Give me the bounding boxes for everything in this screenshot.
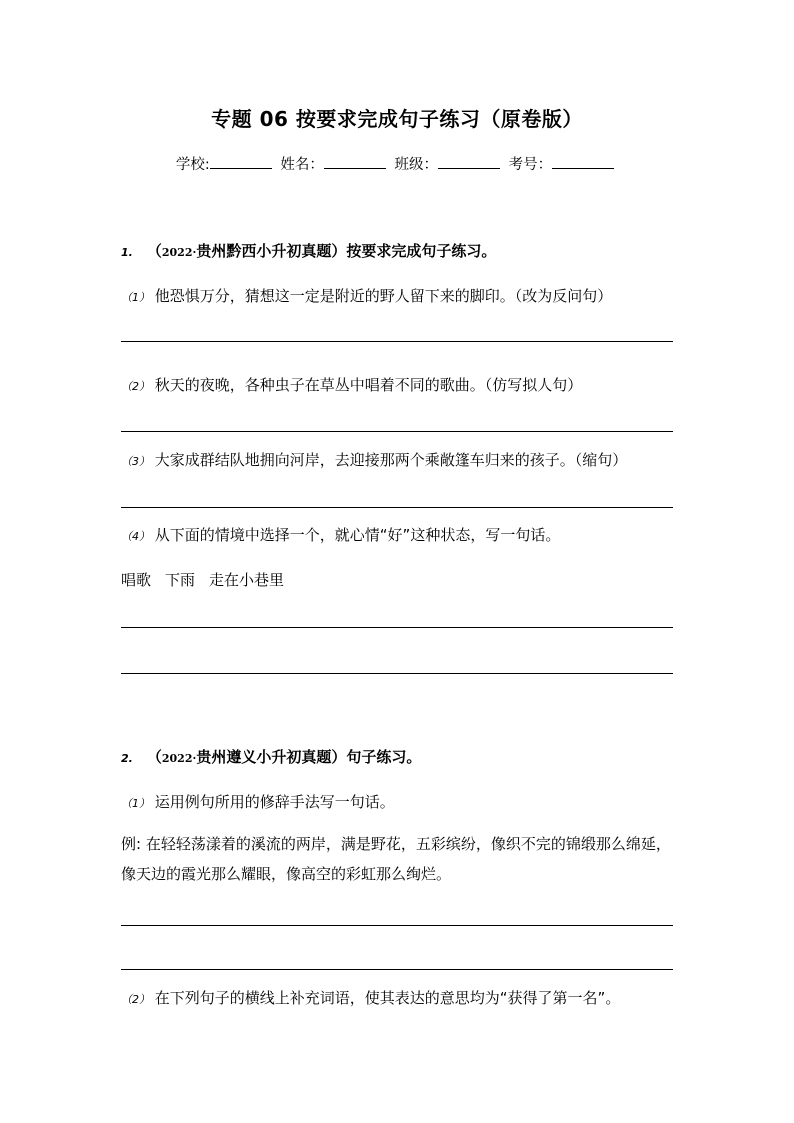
sub-text: 秋天的夜晚，各种虫子在草丛中唱着不同的歌曲。（仿写拟人句） (154, 376, 583, 394)
example-sentence: 例: 在轻轻荡漾着的溪流的两岸，满是野花，五彩缤纷，像织不完的锦缎那么绵延，像天边的霞光那么耀眼，像高空的彩虹那么绚烂。 (121, 835, 671, 883)
exam-number-label: 考号： (508, 157, 553, 173)
class-label: 班级： (394, 157, 438, 173)
answer-line[interactable] (121, 673, 673, 674)
sub-number: 1 (132, 797, 139, 810)
option-item: 唱歌 (121, 571, 152, 589)
answer-line[interactable] (121, 969, 673, 970)
sub-number: 2 (132, 380, 139, 393)
school-label: 学校: (175, 157, 210, 173)
question-2-heading (121, 746, 421, 767)
sub-number: 4 (132, 530, 139, 543)
sub-text: 从下面的情境中选择一个，就心情“好”这种状态，写一句话。 (154, 526, 561, 544)
question-1-source: 贵州黔西小升初真题） (196, 242, 347, 260)
class-blank[interactable] (438, 154, 500, 169)
question-2-year: 2022· (161, 752, 197, 765)
question-1-paren: （ (146, 242, 162, 260)
question-1-instruction: 按要求完成句子练习。 (346, 242, 497, 260)
question-1-sub-2: （2） 秋天的夜晚，各种虫子在草丛中唱着不同的歌曲。（仿写拟人句） (121, 376, 583, 394)
answer-line[interactable] (121, 341, 673, 342)
question-2-number: 2. (121, 752, 133, 765)
question-2-instruction: 句子练习。 (346, 748, 422, 766)
school-blank[interactable] (210, 154, 272, 169)
option-item: 下雨 (165, 571, 196, 589)
answer-line[interactable] (121, 627, 673, 628)
question-2-sub-2: （2） 在下列句子的横线上补充词语，使其表达的意思均为“获得了第一名”。 (121, 989, 621, 1007)
scenario-options (121, 569, 298, 590)
name-blank[interactable] (324, 154, 386, 169)
sub-text: 他恐惧万分，猜想这一定是附近的野人留下来的脚印。（改为反问句） (154, 287, 613, 305)
student-info-row (0, 153, 794, 174)
question-1-sub-4: （4） 从下面的情境中选择一个，就心情“好”这种状态，写一句话。 (121, 526, 561, 544)
sub-number: 2 (132, 993, 139, 1006)
page-title: 专题 06 按要求完成句子练习（原卷版） (211, 107, 583, 131)
question-2-sub-1: （1） 运用例句所用的修辞手法写一句话。 (121, 793, 395, 811)
question-2-paren: （ (146, 748, 162, 766)
question-1-number: 1. (121, 246, 133, 259)
sub-text: 运用例句所用的修辞手法写一句话。 (154, 793, 395, 811)
question-2-source: 贵州遵义小升初真题） (196, 748, 347, 766)
answer-line[interactable] (121, 925, 673, 926)
sub-text: 在下列句子的横线上补充词语，使其表达的意思均为“获得了第一名”。 (154, 989, 621, 1007)
question-1-heading (121, 240, 496, 261)
sub-text: 大家成群结队地拥向河岸，去迎接那两个乘敞篷车归来的孩子。（缩句） (154, 451, 628, 469)
exam-number-blank[interactable] (552, 154, 614, 169)
question-1-sub-3: （3） 大家成群结队地拥向河岸，去迎接那两个乘敞篷车归来的孩子。（缩句） (121, 451, 628, 469)
sub-number: 1 (132, 291, 139, 304)
answer-line[interactable] (121, 431, 673, 432)
question-1-sub-1: （1） 他恐惧万分，猜想这一定是附近的野人留下来的脚印。（改为反问句） (121, 287, 613, 305)
answer-line[interactable] (121, 507, 673, 508)
question-1-year: 2022· (161, 246, 197, 259)
sub-number: 3 (132, 455, 139, 468)
name-label: 姓名： (280, 157, 324, 173)
option-item: 走在小巷里 (209, 571, 285, 589)
